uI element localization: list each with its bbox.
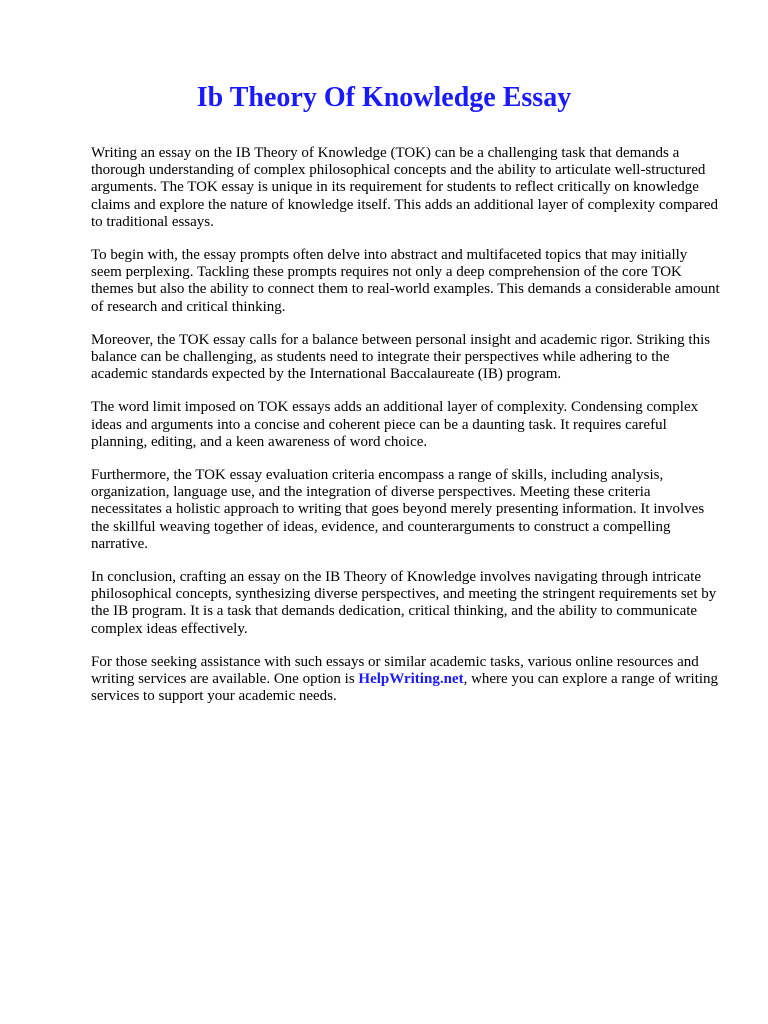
- paragraph-7-trail-text: , where you can explore a range of writing services to support your academic needs.: [91, 671, 719, 705]
- paragraph-5: Furthermore, the TOK essay evaluation criteria encompass a range of skills, including analysis, organization, language use, and the integration of diverse perspectives. Meeting these criteria necessitates a holistic approach to writing that goes beyond merely presenting information. It involves the skillful weaving together of ideas, evidence, and counterarguments to construct a compelling narrative.: [91, 467, 705, 552]
- paragraph-3: Moreover, the TOK essay calls for a balance between personal insight and academic rigor. Striking this balance can be challenging, as students need to integrate their perspectives while adhering to the academic standards expected by the International Baccalaureate (IB) program.: [91, 331, 711, 383]
- paragraph-2: To begin with, the essay prompts often delve into abstract and multifaceted topics that may initially seem perplexing. Tackling these prompts requires not only a deep comprehension of the core TOK themes but also the ability to connect them to real-world examples. This demands a considerable amount of research and critical thinking.: [91, 247, 720, 315]
- paragraph-7-lead-text: For those seeking assistance with such essays or similar academic tasks, various online resources and writing services are available. One option is: [91, 653, 699, 688]
- paragraph-4: The word limit imposed on TOK essays adds an additional layer of complexity. Condensing complex ideas and arguments into a concise and coherent piece can be a daunting task. It requires careful planning, editing, and a keen awareness of word choice.: [91, 399, 699, 450]
- paragraph-7: [91, 654, 721, 706]
- paragraph-1: Writing an essay on the IB Theory of Knowledge (TOK) can be a challenging task that demands a thorough understanding of complex philosophical concepts and the ability to articulate well-structured arguments. The TOK essay is unique in its requirement for students to reflect critically on knowledge claims and explore the nature of knowledge itself. This adds an additional layer of complexity compared to traditional essays.: [91, 145, 719, 230]
- paragraph-6: In conclusion, crafting an essay on the IB Theory of Knowledge involves navigating through intricate philosophical concepts, synthesizing diverse perspectives, and meeting the stringent requirements set by the IB program. It is a task that demands dedication, critical thinking, and the ability to communicate complex ideas effectively.: [91, 569, 717, 637]
- helpwriting-link[interactable]: HelpWriting.net: [358, 671, 464, 688]
- essay-body: [91, 145, 721, 721]
- page-title: Ib Theory Of Knowledge Essay: [196, 82, 572, 113]
